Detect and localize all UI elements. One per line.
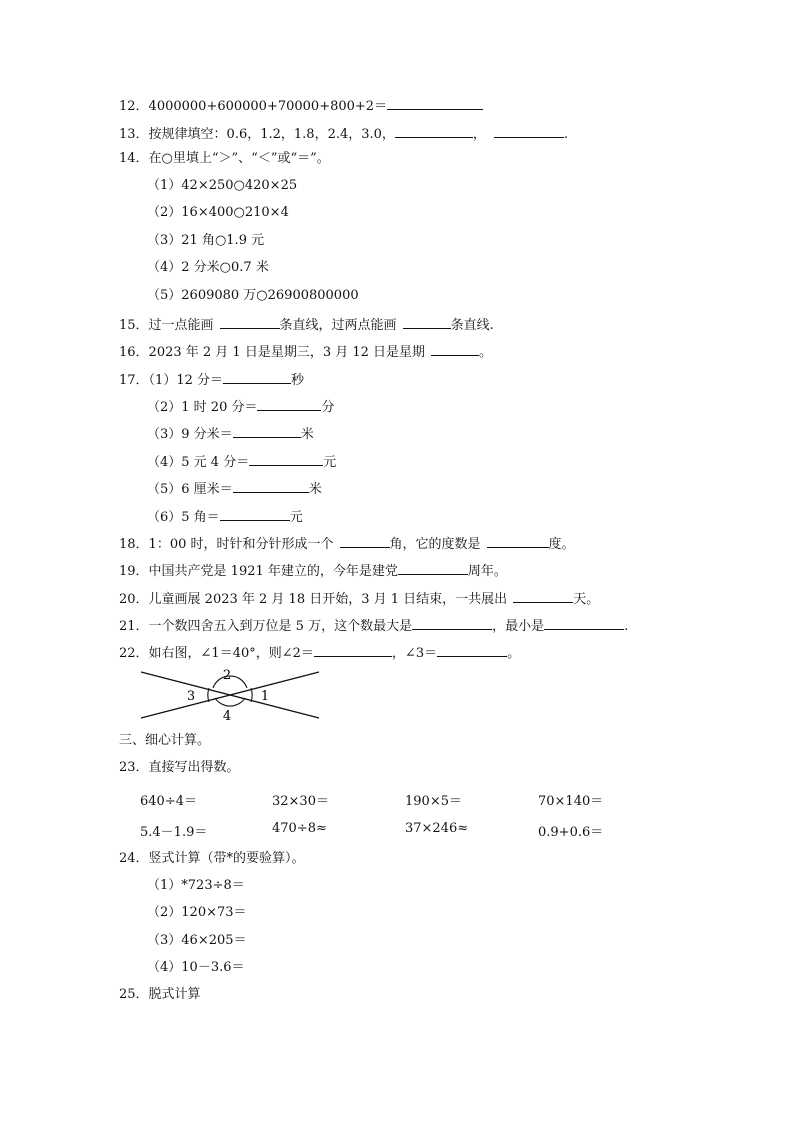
question-12: 12．4000000+600000+70000+800+2＝ — [119, 96, 483, 115]
answer-blank[interactable] — [398, 561, 468, 575]
question-24-item: （3）46×205＝ — [147, 933, 247, 948]
answer-blank[interactable] — [387, 96, 483, 110]
answer-blank[interactable] — [487, 534, 549, 548]
oral-calc-item: 32×30＝ — [272, 794, 329, 809]
question-24-item: （1）*723÷8＝ — [147, 878, 245, 893]
question-17-item: （4）5 元 4 分＝ 元 — [147, 452, 336, 471]
question-24-item: （4）10－3.6＝ — [147, 960, 245, 975]
answer-blank[interactable] — [412, 616, 492, 630]
oral-calc-item: 640÷4＝ — [140, 794, 197, 809]
section-title: 三、细心计算。 — [119, 733, 211, 748]
question-16: 16．2023 年 2 月 1 日是星期三，3 月 12 日是星期 。 — [119, 342, 492, 361]
angle-label-3: 3 — [186, 689, 196, 704]
answer-blank[interactable] — [437, 643, 507, 657]
answer-blank[interactable] — [314, 643, 392, 657]
oral-calc-item: 0.9+0.6＝ — [538, 825, 604, 840]
question-14-item: （2）16×400○210×4 — [147, 205, 289, 220]
answer-blank[interactable] — [403, 315, 451, 329]
question-15: 15．过一点能画 条直线，过两点能画 条直线. — [119, 315, 494, 334]
question-17-item: 17．（1）12 分＝ 秒 — [119, 370, 304, 389]
question-14-item: （1）42×250○420×25 — [147, 178, 298, 193]
question-21: 21．一个数四舍五入到万位是 5 万，这个数最大是 ，最小是 . — [119, 616, 628, 635]
answer-blank[interactable] — [233, 424, 301, 438]
question-17-item: （5）6 厘米＝ 米 — [147, 479, 322, 498]
oral-calc-item: 5.4－1.9＝ — [140, 825, 208, 840]
question-19: 19．中国共产党是 1921 年建立的，今年是建党 周年。 — [119, 561, 507, 580]
question-24-title: 24．竖式计算（带*的要验算）。 — [119, 851, 305, 866]
question-25-title: 25．脱式计算 — [119, 987, 201, 1002]
answer-blank[interactable] — [340, 534, 390, 548]
oral-calc-item: 70×140＝ — [538, 794, 604, 809]
answer-blank[interactable] — [249, 452, 323, 466]
angle-3-arc — [208, 688, 209, 702]
answer-blank[interactable] — [395, 124, 473, 138]
answer-blank[interactable] — [223, 370, 291, 384]
question-17-item: （2）1 时 20 分＝ 分 — [147, 397, 335, 416]
angle-4-arc — [215, 698, 245, 706]
oral-calc-item: 37×246≈ — [405, 821, 469, 836]
answer-blank[interactable] — [544, 616, 624, 630]
angle-label-4: 4 — [222, 709, 232, 724]
oral-calc-item: 470÷8≈ — [272, 821, 327, 836]
angle-label-2: 2 — [222, 668, 232, 683]
question-14-item: （5）2609080 万○26900800000 — [147, 288, 359, 303]
question-17-item: （6）5 角＝ 元 — [147, 507, 303, 526]
angle-figure — [137, 664, 323, 724]
question-22: 22．如右图，∠1＝40°，则∠2＝ ，∠3＝ 。 — [119, 643, 520, 662]
question-24-item: （2）120×73＝ — [147, 905, 247, 920]
answer-blank[interactable] — [233, 479, 309, 493]
oral-calc-item: 190×5＝ — [405, 794, 462, 809]
question-17-item: （3）9 分米＝ 米 — [147, 424, 314, 443]
answer-blank[interactable] — [220, 315, 280, 329]
answer-blank[interactable] — [220, 507, 290, 521]
question-14-title: 14．在○里填上“＞”、“＜”或“＝”。 — [119, 151, 330, 166]
question-20: 20．儿童画展 2023 年 2 月 18 日开始，3 月 1 日结束，一共展出 天。 — [119, 589, 599, 608]
question-13: 13．按规律填空：0.6，1.2，1.8，2.4，3.0， ， . — [119, 124, 568, 143]
answer-blank[interactable] — [494, 124, 564, 138]
angle-1-arc — [251, 688, 252, 702]
angle-label-1: 1 — [260, 689, 270, 704]
question-14-item: （4）2 分米○0.7 米 — [147, 260, 269, 275]
answer-blank[interactable] — [257, 397, 321, 411]
answer-blank[interactable] — [513, 589, 573, 603]
question-23-title: 23．直接写出得数。 — [119, 760, 240, 775]
answer-blank[interactable] — [431, 342, 479, 356]
question-18: 18．1：00 时，时针和分针形成一个 角，它的度数是 度。 — [119, 534, 575, 553]
question-14-item: （3）21 角○1.9 元 — [147, 233, 265, 248]
